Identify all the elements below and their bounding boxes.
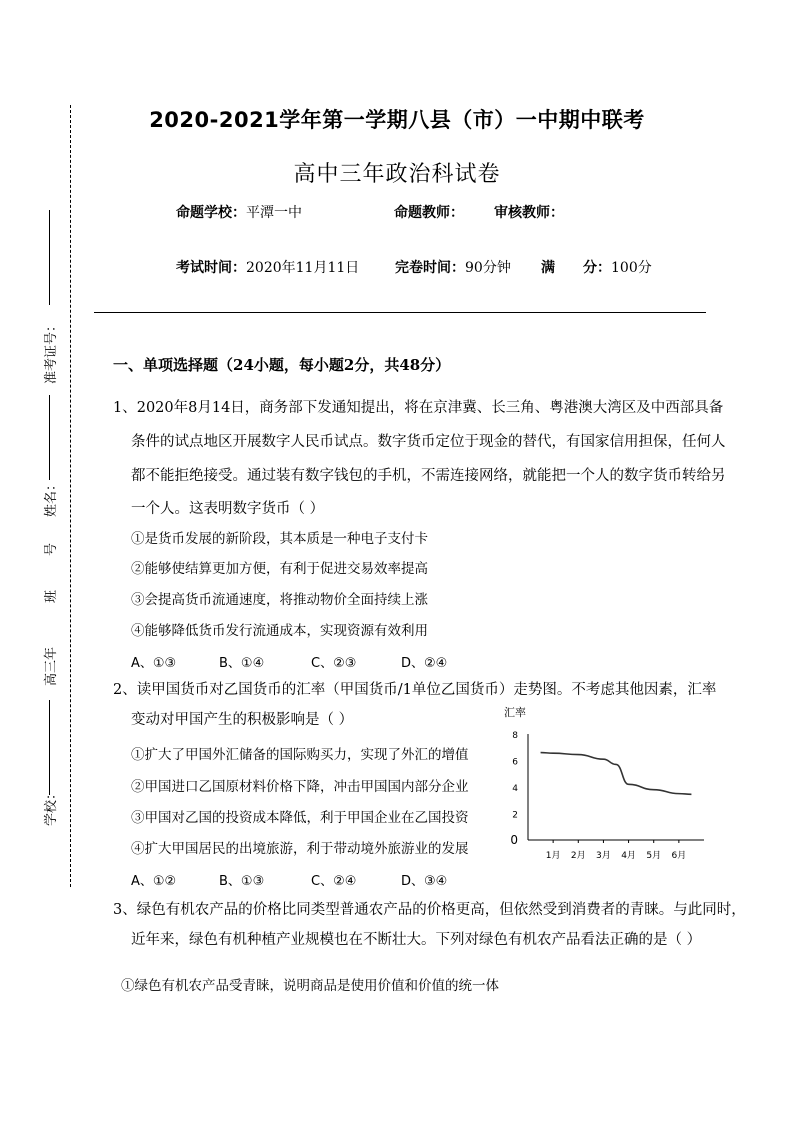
q2-choice-d: D、③④ <box>401 874 448 889</box>
header-divider <box>94 312 706 313</box>
name-underline <box>49 395 50 480</box>
q2-line1: 2、读甲国货币对乙国货币的汇率（甲国货币/1单位乙国货币）走势图。不考虑其他因素，汇率 <box>113 682 717 698</box>
exam-number-label: 准考证号： <box>44 318 59 384</box>
q2-line2: 变动对甲国产生的积极影响是（ ） <box>131 712 354 728</box>
duration-label: 完卷时间： <box>395 260 465 276</box>
q2-option-2: ②甲国进口乙国原材料价格下降，冲击甲国国内部分企业 <box>131 779 469 795</box>
name-label: 姓名： <box>44 477 59 517</box>
q3-option-1: ①绿色有机农产品受青睐，说明商品是使用价值和价值的统一体 <box>121 978 499 994</box>
setter-teacher <box>394 202 464 222</box>
q2-option-4: ④扩大甲国居民的出境旅游，利于带动境外旅游业的发展 <box>131 841 469 857</box>
y-tick-label: 8 <box>512 731 518 741</box>
exchange-rate-line <box>541 753 692 795</box>
reviewer-label: 审核教师： <box>494 205 564 221</box>
y-tick-label: 2 <box>512 810 518 821</box>
setter-school-value: 平潭一中 <box>246 205 302 221</box>
y-tick-label: 6 <box>512 757 518 768</box>
duration <box>395 257 511 277</box>
duration-value: 90分钟 <box>465 260 511 276</box>
q1-line4: 一个人。这表明数字货币（ ） <box>131 501 325 517</box>
y-tick-label: 0 <box>510 833 518 847</box>
x-tick-label: 2月 <box>570 851 586 861</box>
full-score-label-a: 满 <box>541 260 555 276</box>
class-label: 班 <box>44 589 59 603</box>
q1-option-1: ①是货币发展的新阶段，其本质是一种电子支付卡 <box>131 531 428 547</box>
q2-option-1: ①扩大了甲国外汇储备的国际购买力，实现了外汇的增值 <box>131 747 469 763</box>
section-heading: 一、单项选择题（24小题，每小题2分，共48分） <box>113 356 451 374</box>
grade-label: 高三年 <box>44 646 59 686</box>
q3-line1: 3、绿色有机农产品的价格比同类型普通农产品的价格更高，但依然受到消费者的青睐。与此同时， <box>113 902 746 918</box>
q1-option-4: ④能够降低货币发行流通成本，实现资源有效利用 <box>131 623 428 639</box>
x-tick-label: 5月 <box>646 851 662 861</box>
q1-choice-b: B、①④ <box>219 656 265 671</box>
setter-school-label: 命题学校： <box>176 205 246 221</box>
exam-time-value: 2020年11月11日 <box>246 260 360 276</box>
q2-choice-c: C、②④ <box>311 874 357 889</box>
zkz-underline <box>49 210 50 305</box>
x-tick-label: 1月 <box>545 851 561 861</box>
y-tick-label: 4 <box>512 784 518 794</box>
number-label: 号 <box>44 542 59 556</box>
q2-option-3: ③甲国对乙国的投资成本降低，利于甲国企业在乙国投资 <box>131 810 469 826</box>
q1-line2: 条件的试点地区开展数字人民币试点。数字货币定位于现金的替代，有国家信用担保，任何人 <box>131 434 726 450</box>
exam-time-label: 考试时间： <box>176 260 246 276</box>
q2-choice-b: B、①③ <box>219 874 265 889</box>
exam-time <box>176 257 359 277</box>
full-score-value: 100分 <box>611 260 652 276</box>
q1-option-2: ②能够使结算更加方便，有利于促进交易效率提高 <box>131 561 428 577</box>
setter-teacher-label: 命题教师： <box>394 205 464 221</box>
reviewer <box>494 202 564 222</box>
setter-school <box>176 202 302 222</box>
q2-choice-a: A、①② <box>131 874 177 889</box>
q1-option-3: ③会提高货币流通速度，将推动物价全面持续上涨 <box>131 592 428 608</box>
q1-choice-a: A、①③ <box>131 656 177 671</box>
exchange-rate-chart <box>490 700 720 870</box>
q3-line2: 近年来，绿色有机种植产业规模也在不断壮大。下列对绿色有机农产品看法正确的是（ ） <box>131 932 702 948</box>
exam-subtitle: 高中三年政治科试卷 <box>293 162 501 187</box>
full-score-label-b: 分： <box>583 260 611 276</box>
school-underline <box>49 700 50 795</box>
q1-choice-c: C、②③ <box>311 656 357 671</box>
q1-line1: 1、2020年8月14日，商务部下发通知提出，将在京津冀、长三角、粤港澳大湾区及中西部具备 <box>113 400 724 416</box>
x-tick-label: 4月 <box>621 851 636 861</box>
full-score <box>541 257 652 277</box>
chart-title: 汇率 <box>504 706 526 719</box>
exam-title: 2020-2021学年第一学期八县（市）一中期中联考 <box>149 108 645 132</box>
q1-line3: 都不能拒绝接受。通过装有数字钱包的手机，不需连接网络，就能把一个人的数字货币转给另 <box>131 468 726 484</box>
school-label: 学校： <box>44 786 59 826</box>
x-tick-label: 3月 <box>596 851 611 861</box>
binding-dashed-line <box>70 105 71 887</box>
x-tick-label: 6月 <box>671 851 687 861</box>
q1-choice-d: D、②④ <box>401 656 448 671</box>
